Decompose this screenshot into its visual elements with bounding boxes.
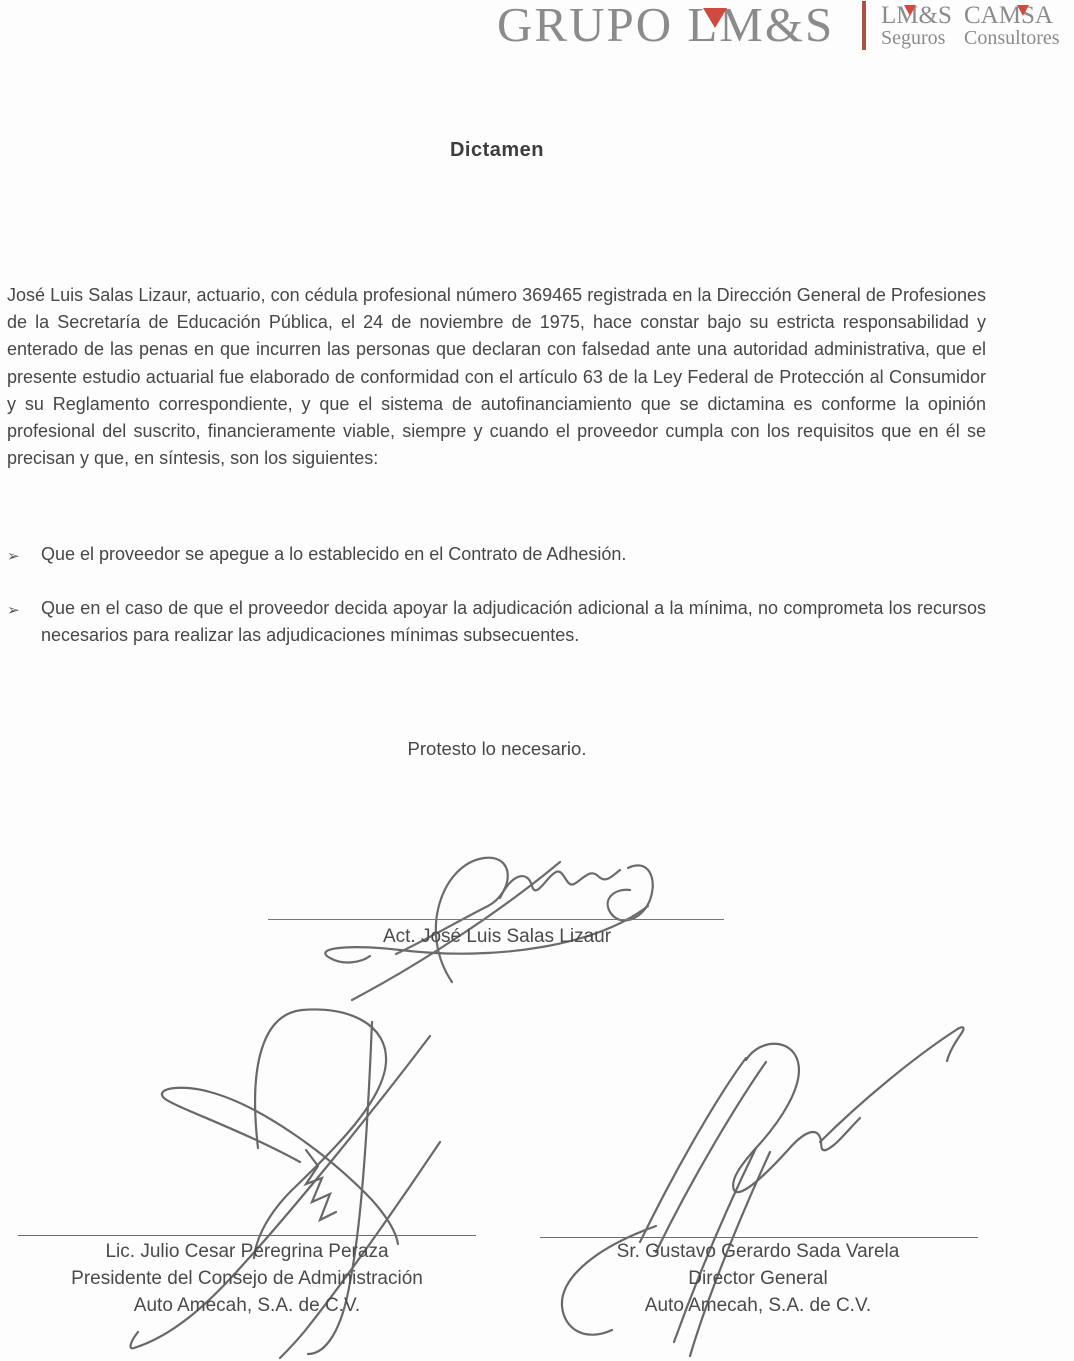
bullet-text: Que en el caso de que el proveedor decida apoyar la adjudicación adicional a la mínima, no comprometa los recursos necesarios para realizar las adjudicaciones mínimas subsecuentes. (41, 598, 986, 646)
brand-camsa-sub: Consultores (964, 27, 1060, 49)
right-signature-line (540, 1237, 978, 1238)
logo-red-triangle-icon (703, 8, 727, 31)
brand-camsa-name: CAMSA (964, 2, 1053, 29)
right-signatory-block (538, 1241, 978, 1323)
main-paragraph: José Luis Salas Lizaur, actuario, con cédula profesional número 369465 registrada en la Dirección General de Profesiones de la Secretaría de Educación Pública, el 24 de noviembre de 1975, hace constar bajo su estricta responsabilidad y enterado de las penas en que incurren las personas que declaran con falsedad ante una autoridad administrativa, que el presente estudio actuarial fue elaborado de conformidad con el artículo 63 de la Ley Federal de Protección al Consumidor y su Reglamento correspondiente, y que el sistema de autofinanciamiento que se dictamina es conforme la opinión profesional del suscrito, financieramente viable, siempre y cuando el proveedor cumpla con los requisitos que en él se precisan y que, en síntesis, son los siguientes: (7, 285, 986, 469)
left-signatory-company: Auto Amecah, S.A. de C.V. (133, 1295, 361, 1316)
left-signature-line (18, 1235, 476, 1236)
brand-lms-seguros-name: LM&S (881, 2, 952, 29)
brand-lms-red-triangle-icon (904, 5, 916, 19)
brand-camsa-red-triangle-icon (1017, 5, 1029, 19)
closing-statement: Protesto lo necesario. (407, 738, 587, 759)
logo-grupo-lms: GRUPO LM&S (497, 0, 835, 52)
bullet-item (7, 541, 986, 568)
right-signatory-title: Director General (688, 1268, 828, 1289)
left-signatory-block (0, 1241, 494, 1323)
bullet-item (7, 595, 986, 650)
actuary-name: Act. José Luis Salas Lizaur (382, 926, 612, 947)
bullet-text: Que el proveedor se apegue a lo establecido en el Contrato de Adhesión. (41, 544, 627, 564)
brand-lms-seguros-sub: Seguros (881, 27, 946, 49)
right-signatory-name: Sr. Gustavo Gerardo Sada Varela (616, 1241, 900, 1262)
left-signatory-title: Presidente del Consejo de Administración (71, 1268, 423, 1289)
actuary-signature (200, 838, 760, 1003)
logo-divider (862, 1, 866, 50)
arrow-bullet-icon: ➢ (7, 602, 20, 619)
page-title: Dictamen (449, 139, 545, 161)
actuary-signature-line (268, 919, 724, 920)
left-signatory-name: Lic. Julio Cesar Peregrina Peraza (105, 1241, 389, 1262)
right-signatory-company: Auto Amecah, S.A. de C.V. (644, 1295, 872, 1316)
arrow-bullet-icon: ➢ (7, 548, 20, 565)
